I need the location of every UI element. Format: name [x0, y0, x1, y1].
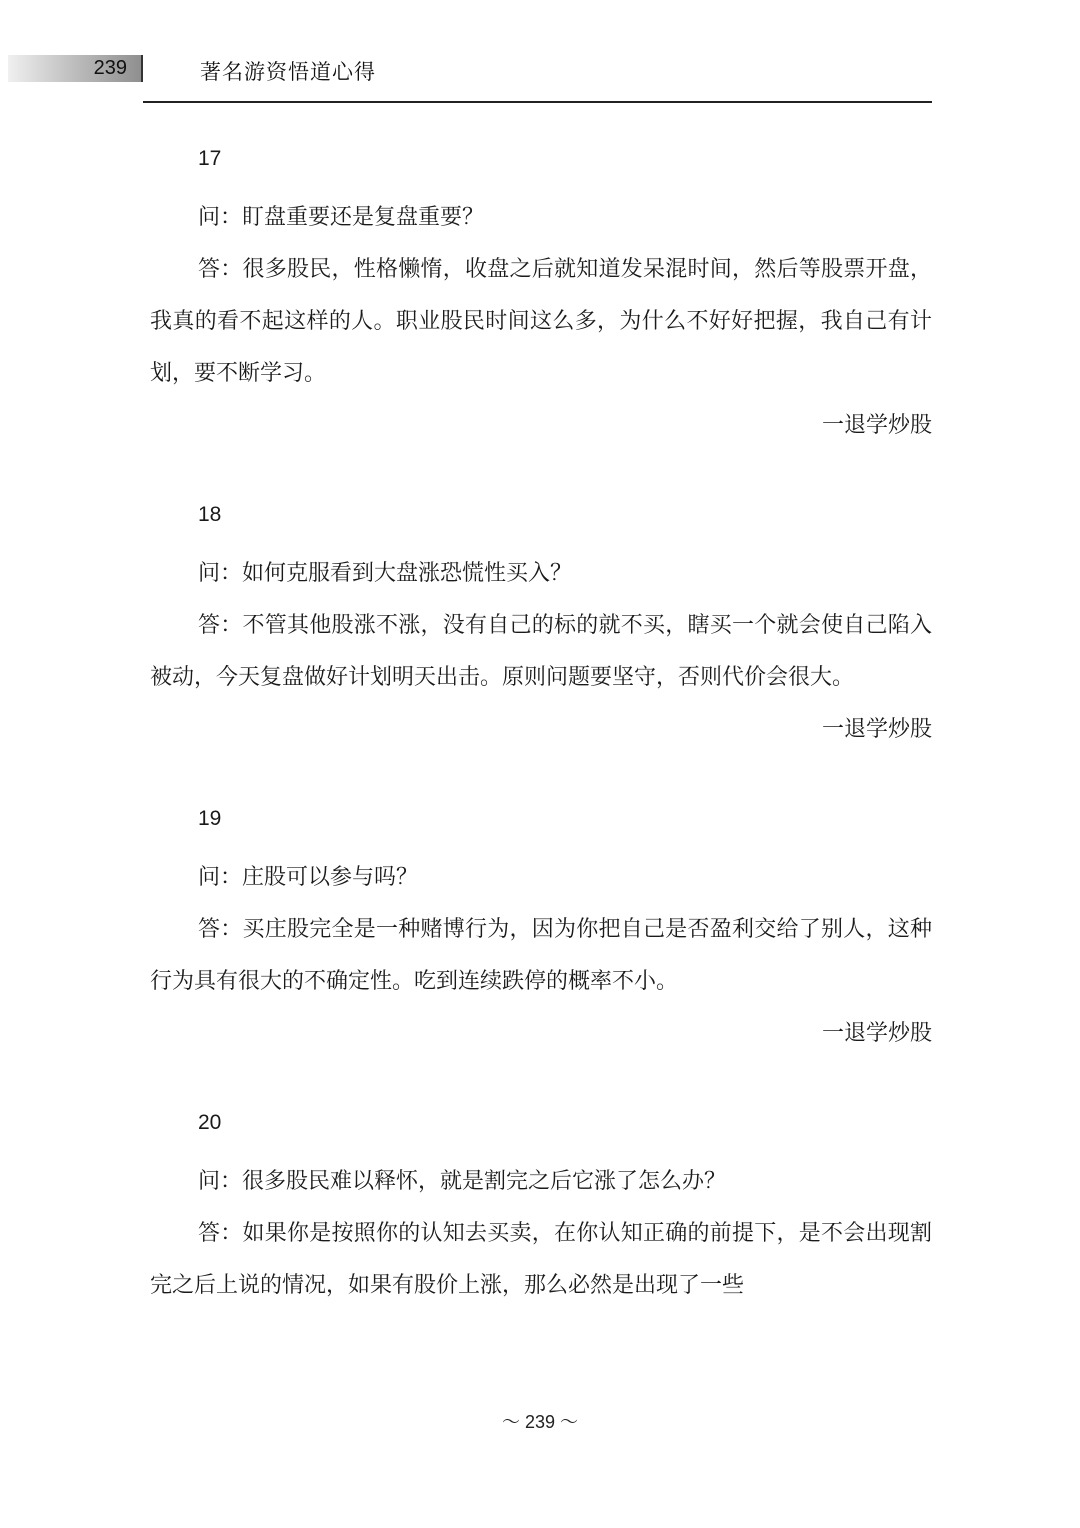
- qa-entry: [150, 800, 932, 1060]
- qa-entry: [150, 496, 932, 756]
- source-attribution: 一退学炒股: [821, 717, 932, 742]
- question-text: 问：盯盘重要还是复盘重要？: [198, 205, 485, 230]
- question-text: 问：很多股民难以释怀，就是割完之后它涨了怎么办？: [198, 1169, 727, 1194]
- answer-text: 答：如果你是按照你的认知去买卖，在你认知正确的前提下，是不会出现割完之后上说的情况，如果有股价上涨，那么必然是出现了一些: [150, 1221, 932, 1298]
- page-footer: ～ 239 ～: [501, 1412, 579, 1432]
- question-text: 问：如何克服看到大盘涨恐慌性买入？: [198, 561, 573, 586]
- qa-entry: [150, 1104, 932, 1312]
- page-number-tab: [8, 55, 143, 82]
- book-title: 著名游资悟道心得: [200, 60, 376, 84]
- entry-number: 18: [198, 503, 222, 526]
- qa-entry: [150, 140, 932, 452]
- answer-text: 答：买庄股完全是一种赌博行为，因为你把自己是否盈利交给了别人，这种行为具有很大的不确定性。吃到连续跌停的概率不小。: [150, 917, 932, 994]
- question-text: 问：庄股可以参与吗？: [198, 865, 419, 890]
- answer-text: 答：不管其他股涨不涨，没有自己的标的就不买，瞎买一个就会使自己陷入被动，今天复盘做好计划明天出击。原则问题要坚守，否则代价会很大。: [150, 613, 932, 690]
- header-divider: [143, 101, 932, 103]
- entry-number: 17: [198, 147, 222, 170]
- entry-number: 20: [198, 1111, 222, 1134]
- source-attribution: 一退学炒股: [821, 413, 932, 438]
- page-content: [150, 140, 932, 1342]
- answer-text: 答：很多股民，性格懒惰，收盘之后就知道发呆混时间，然后等股票开盘，我真的看不起这样的人。职业股民时间这么多，为什么不好好把握，我自己有计划，要不断学习。: [150, 257, 932, 386]
- entry-number: 19: [198, 807, 222, 830]
- page-number: 239: [93, 57, 127, 79]
- source-attribution: 一退学炒股: [821, 1021, 932, 1046]
